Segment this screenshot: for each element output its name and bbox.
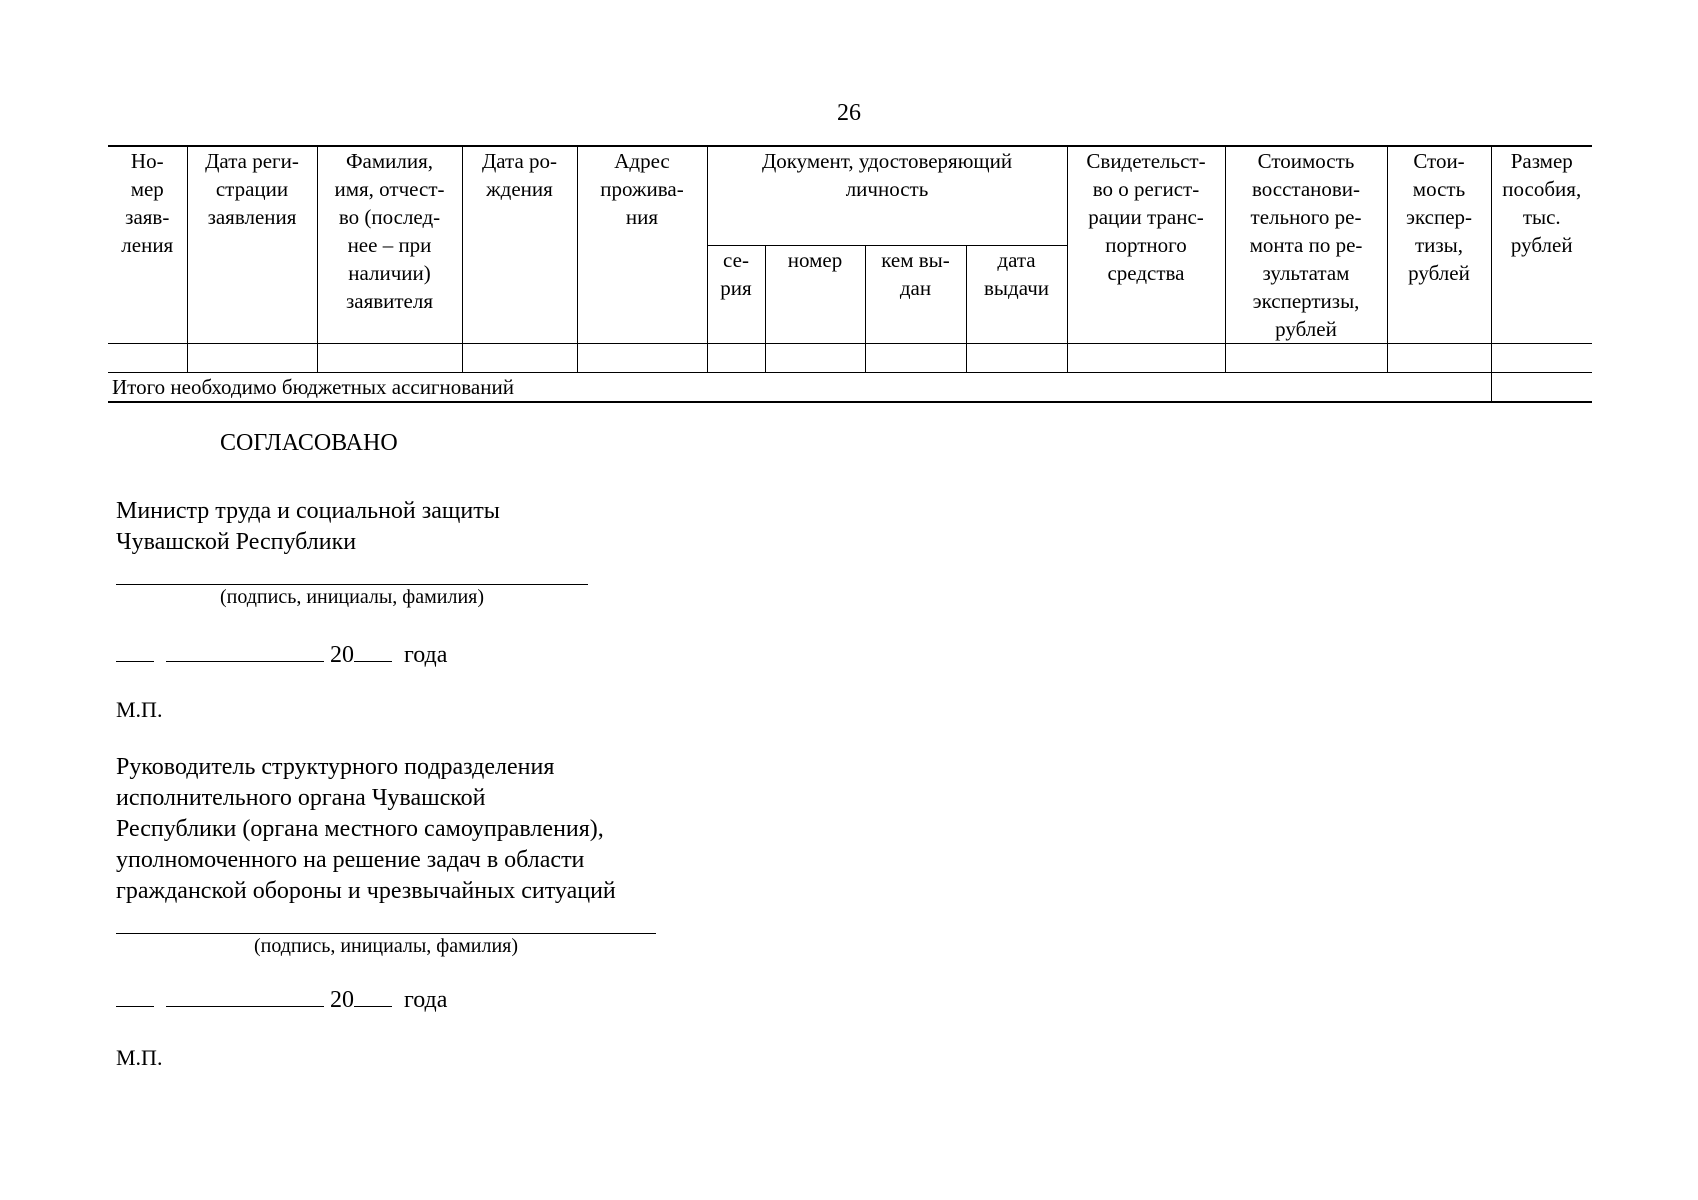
- col-header-vehicle-certificate: Свидетельст- во о регист- рации транс- портного средства: [1067, 146, 1225, 344]
- table-cell: [966, 344, 1067, 373]
- table-row: [108, 344, 1592, 373]
- head-stamp-mark: М.П.: [116, 1045, 163, 1070]
- table-cell: [462, 344, 577, 373]
- table-cell: [1387, 344, 1491, 373]
- head-signature-line: [116, 933, 656, 934]
- year-prefix: 20: [330, 987, 354, 1013]
- col-header-number: Но- мер заяв- ления: [108, 146, 187, 344]
- year-blank: [354, 641, 392, 662]
- head-title-line: Республики (органа местного самоуправления),: [116, 816, 604, 842]
- year-prefix: 20: [330, 642, 354, 668]
- head-date-line: [116, 986, 447, 1014]
- col-header-id-document: Документ, удостоверяющий личность: [707, 146, 1067, 245]
- col-header-id-number: номер: [765, 245, 865, 343]
- minister-signature-line: [116, 584, 588, 585]
- head-title-line: Руководитель структурного подразделения: [116, 754, 555, 780]
- col-header-registration-date: Дата реги- страции заявления: [187, 146, 317, 344]
- day-blank: [116, 641, 154, 662]
- year-suffix: года: [404, 642, 448, 668]
- table-cell: [187, 344, 317, 373]
- table-cell: [865, 344, 966, 373]
- page-number: 26: [837, 100, 861, 126]
- minister-signature-caption: (подпись, инициалы, фамилия): [219, 586, 485, 608]
- day-blank: [116, 986, 154, 1007]
- col-header-birth-date: Дата ро- ждения: [462, 146, 577, 344]
- table-cell: [707, 344, 765, 373]
- col-header-address: Адрес прожива- ния: [577, 146, 707, 344]
- minister-title-line: Министр труда и социальной защиты: [116, 498, 500, 524]
- table-cell: [765, 344, 865, 373]
- month-blank: [166, 986, 324, 1007]
- head-title-line: исполнительного органа Чувашской: [116, 785, 486, 811]
- month-blank: [166, 641, 324, 662]
- minister-stamp-mark: М.П.: [116, 697, 163, 722]
- registry-table: [108, 145, 1592, 403]
- total-value-cell: [1491, 373, 1592, 403]
- head-title-line: гражданской обороны и чрезвычайных ситуаций: [116, 878, 616, 904]
- head-title-line: уполномоченного на решение задач в области: [116, 847, 585, 873]
- total-row: [108, 373, 1592, 403]
- table-cell: [317, 344, 462, 373]
- col-header-allowance: Размер пособия, тыс. рублей: [1491, 146, 1592, 344]
- header-row: [108, 146, 1592, 245]
- year-suffix: года: [404, 987, 448, 1013]
- minister-title: [116, 496, 500, 558]
- table-cell: [1225, 344, 1387, 373]
- minister-title-line: Чувашской Республики: [116, 529, 357, 555]
- minister-date-line: [116, 641, 447, 669]
- col-header-expertise-cost: Стои- мость экспер- тизы, рублей: [1387, 146, 1491, 344]
- table-cell: [108, 344, 187, 373]
- table-cell: [1067, 344, 1225, 373]
- table-cell: [1491, 344, 1592, 373]
- col-header-repair-cost: Стоимость восстанови- тельного ре- монта по ре- зультатам экспертизы, рублей: [1225, 146, 1387, 344]
- head-signature-caption: (подпись, инициалы, фамилия): [253, 935, 519, 957]
- col-header-id-series: се- рия: [707, 245, 765, 343]
- col-header-id-issue-date: дата выдачи: [966, 245, 1067, 343]
- col-header-full-name: Фамилия, имя, отчест- во (послед- нее – при наличии) заявителя: [317, 146, 462, 344]
- total-label: Итого необходимо бюджетных ассигнований: [108, 373, 1491, 403]
- col-header-id-issued-by: кем вы- дан: [865, 245, 966, 343]
- agreed-heading: СОГЛАСОВАНО: [220, 430, 398, 456]
- table-cell: [577, 344, 707, 373]
- head-title: [116, 752, 616, 907]
- year-blank: [354, 986, 392, 1007]
